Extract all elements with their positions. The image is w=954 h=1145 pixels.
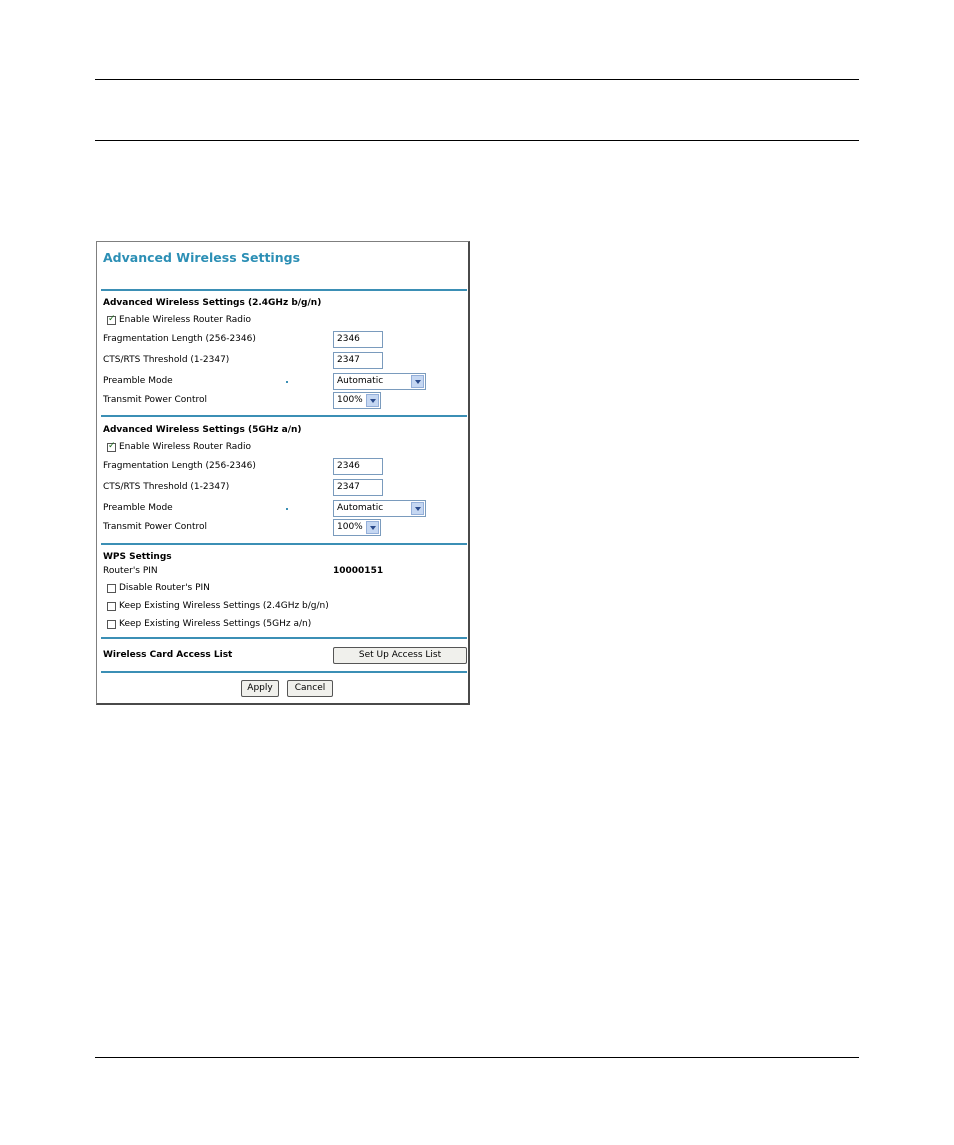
router-pin-label: Router's PIN (103, 566, 158, 576)
preamble-24-label: Preamble Mode (103, 376, 173, 386)
advanced-wireless-settings-panel (96, 241, 470, 705)
cancel-button[interactable]: Cancel (287, 680, 333, 697)
section-separator (101, 543, 467, 545)
tx-power-24-select[interactable] (333, 392, 381, 409)
tx-power-5-select[interactable] (333, 519, 381, 536)
tx-power-24-label: Transmit Power Control (103, 395, 208, 405)
section-separator (101, 415, 467, 417)
tx-power-5-label: Transmit Power Control (103, 522, 208, 532)
section-5ghz-header: Advanced Wireless Settings (5GHz a/n) (103, 425, 302, 435)
disable-pin-checkbox[interactable] (107, 584, 116, 593)
frag-length-5-label: Fragmentation Length (256-2346) (103, 461, 256, 471)
chevron-down-icon[interactable] (366, 394, 379, 407)
footer-rule (95, 1057, 859, 1058)
disable-pin-label: Disable Router's PIN (119, 583, 210, 593)
rts-threshold-24-input[interactable]: 2347 (333, 352, 383, 369)
page-title: Advanced Wireless Settings (103, 250, 301, 265)
rts-threshold-5-label: CTS/RTS Threshold (1-2347) (103, 482, 230, 492)
enable-radio-5-checkbox[interactable] (107, 443, 116, 452)
section-separator (101, 671, 467, 673)
preamble-24-select[interactable] (333, 373, 426, 390)
frag-length-5-input[interactable]: 2346 (333, 458, 383, 475)
chevron-down-icon[interactable] (366, 521, 379, 534)
decorative-dot (286, 381, 288, 383)
preamble-5-label: Preamble Mode (103, 503, 173, 513)
tx-power-5-value: 100% (337, 522, 363, 532)
access-list-label: Wireless Card Access List (103, 650, 233, 660)
keep-settings-5-checkbox[interactable] (107, 620, 116, 629)
section-24ghz-header: Advanced Wireless Settings (2.4GHz b/g/n) (103, 298, 322, 308)
decorative-dot (286, 508, 288, 510)
preamble-24-value: Automatic (337, 376, 384, 386)
enable-radio-5-label: Enable Wireless Router Radio (119, 442, 252, 452)
keep-settings-24-label: Keep Existing Wireless Settings (2.4GHz b/g/n) (119, 601, 329, 611)
header-rule-top (95, 79, 859, 80)
preamble-5-value: Automatic (337, 503, 384, 513)
header-rule-bottom (95, 140, 859, 141)
keep-settings-5-label: Keep Existing Wireless Settings (5GHz a/n) (119, 619, 312, 629)
chevron-down-icon[interactable] (411, 375, 424, 388)
keep-settings-24-checkbox[interactable] (107, 602, 116, 611)
frag-length-24-input[interactable]: 2346 (333, 331, 383, 348)
apply-button[interactable]: Apply (241, 680, 279, 697)
enable-radio-24-label: Enable Wireless Router Radio (119, 315, 252, 325)
wps-header: WPS Settings (103, 552, 172, 562)
set-up-access-list-button[interactable]: Set Up Access List (333, 647, 467, 664)
tx-power-24-value: 100% (337, 395, 363, 405)
preamble-5-select[interactable] (333, 500, 426, 517)
frag-length-24-label: Fragmentation Length (256-2346) (103, 334, 256, 344)
enable-radio-24-checkbox[interactable] (107, 316, 116, 325)
rts-threshold-24-label: CTS/RTS Threshold (1-2347) (103, 355, 230, 365)
rts-threshold-5-input[interactable]: 2347 (333, 479, 383, 496)
section-separator (101, 637, 467, 639)
title-separator (101, 289, 467, 291)
router-pin-value: 10000151 (333, 566, 384, 576)
chevron-down-icon[interactable] (411, 502, 424, 515)
